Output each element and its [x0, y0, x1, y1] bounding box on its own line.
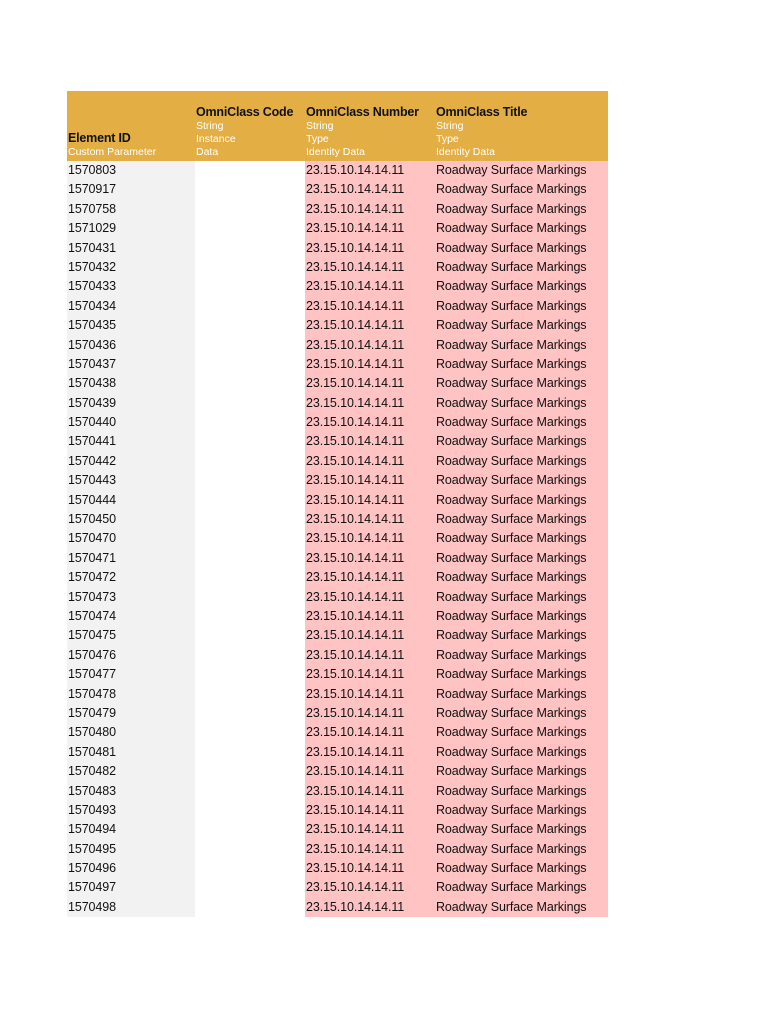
header-param-kind: Type — [436, 133, 459, 145]
element-id-cell[interactable]: 1570437 — [67, 355, 195, 374]
omniclass-number-cell[interactable]: 23.15.10.14.14.11 — [305, 200, 435, 219]
omniclass-title-cell[interactable]: Roadway Surface Markings — [435, 685, 608, 704]
table-row — [67, 762, 608, 781]
element-id-cell[interactable]: 1570441 — [67, 432, 195, 451]
omniclass-code-cell[interactable] — [195, 510, 305, 529]
table-row — [67, 239, 608, 258]
element-id-cell[interactable]: 1570472 — [67, 568, 195, 587]
element-id-cell[interactable]: 1570435 — [67, 316, 195, 335]
element-id-cell[interactable]: 1570917 — [67, 180, 195, 199]
element-id-cell[interactable]: 1570480 — [67, 723, 195, 742]
omniclass-number-cell[interactable]: 23.15.10.14.14.11 — [305, 394, 435, 413]
header-param-group: Identity Data — [436, 146, 495, 158]
header-param-group: Identity Data — [306, 146, 365, 158]
omniclass-number-cell[interactable]: 23.15.10.14.14.11 — [305, 491, 435, 510]
omniclass-number-cell[interactable]: 23.15.10.14.14.11 — [305, 413, 435, 432]
omniclass-title-cell[interactable]: Roadway Surface Markings — [435, 355, 608, 374]
omniclass-number-cell[interactable]: 23.15.10.14.14.11 — [305, 665, 435, 684]
table-header — [67, 91, 608, 161]
element-id-cell[interactable]: 1570495 — [67, 840, 195, 859]
table-row — [67, 820, 608, 839]
omniclass-number-cell[interactable]: 23.15.10.14.14.11 — [305, 277, 435, 296]
table-row — [67, 859, 608, 878]
omniclass-code-cell[interactable] — [195, 491, 305, 510]
element-id-cell[interactable]: 1570440 — [67, 413, 195, 432]
omniclass-title-cell[interactable]: Roadway Surface Markings — [435, 723, 608, 742]
omniclass-title-cell[interactable]: Roadway Surface Markings — [435, 665, 608, 684]
omniclass-code-cell[interactable] — [195, 646, 305, 665]
omniclass-title-cell[interactable]: Roadway Surface Markings — [435, 491, 608, 510]
table-row — [67, 180, 608, 199]
omniclass-number-cell[interactable]: 23.15.10.14.14.11 — [305, 685, 435, 704]
omniclass-code-cell[interactable] — [195, 801, 305, 820]
table-body — [67, 161, 608, 917]
omniclass-title-cell[interactable]: Roadway Surface Markings — [435, 568, 608, 587]
omniclass-code-cell[interactable] — [195, 239, 305, 258]
element-id-cell[interactable]: 1570474 — [67, 607, 195, 626]
omniclass-number-cell[interactable]: 23.15.10.14.14.11 — [305, 840, 435, 859]
omniclass-code-cell[interactable] — [195, 782, 305, 801]
omniclass-number-cell[interactable]: 23.15.10.14.14.11 — [305, 355, 435, 374]
header-title: OmniClass Number — [306, 105, 419, 119]
omniclass-number-cell[interactable]: 23.15.10.14.14.11 — [305, 549, 435, 568]
omniclass-code-cell[interactable] — [195, 820, 305, 839]
omniclass-code-cell[interactable] — [195, 704, 305, 723]
table-row — [67, 685, 608, 704]
omniclass-code-cell[interactable] — [195, 529, 305, 548]
omniclass-title-cell[interactable]: Roadway Surface Markings — [435, 336, 608, 355]
omniclass-number-cell[interactable]: 23.15.10.14.14.11 — [305, 646, 435, 665]
table-row — [67, 529, 608, 548]
omniclass-code-cell[interactable] — [195, 374, 305, 393]
omniclass-code-cell[interactable] — [195, 898, 305, 917]
omniclass-code-cell[interactable] — [195, 607, 305, 626]
omniclass-code-cell[interactable] — [195, 743, 305, 762]
omniclass-code-cell[interactable] — [195, 336, 305, 355]
table-row — [67, 588, 608, 607]
omniclass-number-cell[interactable]: 23.15.10.14.14.11 — [305, 529, 435, 548]
omniclass-number-cell[interactable]: 23.15.10.14.14.11 — [305, 820, 435, 839]
element-id-cell[interactable]: 1570477 — [67, 665, 195, 684]
omniclass-number-cell[interactable]: 23.15.10.14.14.11 — [305, 374, 435, 393]
omniclass-title-cell[interactable]: Roadway Surface Markings — [435, 626, 608, 645]
omniclass-code-cell[interactable] — [195, 432, 305, 451]
omniclass-title-cell[interactable]: Roadway Surface Markings — [435, 316, 608, 335]
omniclass-title-cell[interactable]: Roadway Surface Markings — [435, 413, 608, 432]
table-row — [67, 297, 608, 316]
omniclass-number-cell[interactable]: 23.15.10.14.14.11 — [305, 782, 435, 801]
omniclass-number-cell[interactable]: 23.15.10.14.14.11 — [305, 898, 435, 917]
element-id-cell[interactable]: 1570478 — [67, 685, 195, 704]
omniclass-number-cell[interactable]: 23.15.10.14.14.11 — [305, 723, 435, 742]
element-id-cell[interactable]: 1570470 — [67, 529, 195, 548]
element-id-cell[interactable]: 1570496 — [67, 859, 195, 878]
omniclass-number-cell[interactable]: 23.15.10.14.14.11 — [305, 432, 435, 451]
omniclass-code-cell[interactable] — [195, 200, 305, 219]
table-row — [67, 452, 608, 471]
omniclass-number-cell[interactable]: 23.15.10.14.14.11 — [305, 336, 435, 355]
element-id-cell[interactable]: 1570438 — [67, 374, 195, 393]
table-row — [67, 200, 608, 219]
table-row — [67, 801, 608, 820]
omniclass-title-cell[interactable]: Roadway Surface Markings — [435, 859, 608, 878]
table-row — [67, 277, 608, 296]
omniclass-number-cell[interactable]: 23.15.10.14.14.11 — [305, 471, 435, 490]
table-row — [67, 840, 608, 859]
omniclass-title-cell[interactable]: Roadway Surface Markings — [435, 588, 608, 607]
omniclass-number-cell[interactable]: 23.15.10.14.14.11 — [305, 859, 435, 878]
omniclass-number-cell[interactable]: 23.15.10.14.14.11 — [305, 801, 435, 820]
table-row — [67, 336, 608, 355]
element-id-cell[interactable]: 1570479 — [67, 704, 195, 723]
omniclass-title-cell[interactable]: Roadway Surface Markings — [435, 432, 608, 451]
omniclass-code-cell[interactable] — [195, 723, 305, 742]
element-id-cell[interactable]: 1570473 — [67, 588, 195, 607]
omniclass-title-cell[interactable]: Roadway Surface Markings — [435, 762, 608, 781]
table-row — [67, 568, 608, 587]
omniclass-code-cell[interactable] — [195, 471, 305, 490]
element-id-cell[interactable]: 1570434 — [67, 297, 195, 316]
omniclass-code-cell[interactable] — [195, 316, 305, 335]
element-id-cell[interactable]: 1570471 — [67, 549, 195, 568]
omniclass-title-cell[interactable]: Roadway Surface Markings — [435, 878, 608, 897]
omniclass-title-cell[interactable]: Roadway Surface Markings — [435, 471, 608, 490]
omniclass-number-cell[interactable]: 23.15.10.14.14.11 — [305, 258, 435, 277]
header-element-id[interactable] — [67, 91, 195, 161]
table-row — [67, 413, 608, 432]
omniclass-code-cell[interactable] — [195, 840, 305, 859]
table-row — [67, 491, 608, 510]
omniclass-code-cell[interactable] — [195, 297, 305, 316]
omniclass-title-cell[interactable]: Roadway Surface Markings — [435, 374, 608, 393]
element-id-cell[interactable]: 1570475 — [67, 626, 195, 645]
omniclass-code-cell[interactable] — [195, 355, 305, 374]
table-row — [67, 355, 608, 374]
omniclass-number-cell[interactable]: 23.15.10.14.14.11 — [305, 588, 435, 607]
omniclass-title-cell[interactable]: Roadway Surface Markings — [435, 219, 608, 238]
table-row — [67, 161, 608, 180]
omniclass-title-cell[interactable]: Roadway Surface Markings — [435, 394, 608, 413]
table-row — [67, 665, 608, 684]
table-row — [67, 258, 608, 277]
header-param-type: String — [196, 120, 224, 132]
omniclass-code-cell[interactable] — [195, 394, 305, 413]
table-row — [67, 219, 608, 238]
element-id-cell[interactable]: 1570758 — [67, 200, 195, 219]
table-row — [67, 723, 608, 742]
header-title: OmniClass Title — [436, 105, 528, 119]
header-title: OmniClass Code — [196, 105, 294, 119]
omniclass-title-cell[interactable]: Roadway Surface Markings — [435, 898, 608, 917]
omniclass-title-cell[interactable]: Roadway Surface Markings — [435, 840, 608, 859]
header-title: Element ID — [68, 131, 131, 145]
table-row — [67, 782, 608, 801]
omniclass-code-cell[interactable] — [195, 588, 305, 607]
omniclass-code-cell[interactable] — [195, 549, 305, 568]
element-id-cell[interactable]: 1570493 — [67, 801, 195, 820]
omniclass-code-cell[interactable] — [195, 685, 305, 704]
element-id-cell[interactable]: 1570803 — [67, 161, 195, 180]
omniclass-code-cell[interactable] — [195, 258, 305, 277]
omniclass-code-cell[interactable] — [195, 161, 305, 180]
omniclass-code-cell[interactable] — [195, 665, 305, 684]
omniclass-title-cell[interactable]: Roadway Surface Markings — [435, 529, 608, 548]
header-omniclass-number[interactable] — [305, 91, 435, 161]
header-param-type: String — [436, 120, 464, 132]
element-id-cell[interactable]: 1570482 — [67, 762, 195, 781]
table-row — [67, 432, 608, 451]
table-row — [67, 510, 608, 529]
element-id-cell[interactable]: 1570450 — [67, 510, 195, 529]
table-row — [67, 394, 608, 413]
element-id-cell[interactable]: 1570443 — [67, 471, 195, 490]
omniclass-title-cell[interactable]: Roadway Surface Markings — [435, 200, 608, 219]
header-omniclass-title[interactable] — [435, 91, 608, 161]
table-row — [67, 471, 608, 490]
omniclass-number-cell[interactable]: 23.15.10.14.14.11 — [305, 704, 435, 723]
element-id-cell[interactable]: 1570436 — [67, 336, 195, 355]
omniclass-title-cell[interactable]: Roadway Surface Markings — [435, 704, 608, 723]
header-param-group: Data — [196, 146, 219, 158]
omniclass-title-cell[interactable]: Roadway Surface Markings — [435, 549, 608, 568]
omniclass-title-cell[interactable]: Roadway Surface Markings — [435, 607, 608, 626]
omniclass-title-cell[interactable]: Roadway Surface Markings — [435, 743, 608, 762]
table-row — [67, 374, 608, 393]
omniclass-code-cell[interactable] — [195, 413, 305, 432]
element-id-cell[interactable]: 1570439 — [67, 394, 195, 413]
omniclass-title-cell[interactable]: Roadway Surface Markings — [435, 161, 608, 180]
header-param-kind: Type — [306, 133, 329, 145]
omniclass-number-cell[interactable]: 23.15.10.14.14.11 — [305, 510, 435, 529]
omniclass-title-cell[interactable]: Roadway Surface Markings — [435, 646, 608, 665]
element-id-cell[interactable]: 1570431 — [67, 239, 195, 258]
omniclass-title-cell[interactable]: Roadway Surface Markings — [435, 239, 608, 258]
omniclass-code-cell[interactable] — [195, 859, 305, 878]
omniclass-title-cell[interactable]: Roadway Surface Markings — [435, 277, 608, 296]
omniclass-number-cell[interactable]: 23.15.10.14.14.11 — [305, 626, 435, 645]
omniclass-title-cell[interactable]: Roadway Surface Markings — [435, 180, 608, 199]
element-id-cell[interactable]: 1570444 — [67, 491, 195, 510]
element-id-cell[interactable]: 1570481 — [67, 743, 195, 762]
table-row — [67, 878, 608, 897]
omniclass-number-cell[interactable]: 23.15.10.14.14.11 — [305, 607, 435, 626]
table-row — [67, 898, 608, 917]
table-row — [67, 704, 608, 723]
omniclass-code-cell[interactable] — [195, 219, 305, 238]
omniclass-title-cell[interactable]: Roadway Surface Markings — [435, 801, 608, 820]
omniclass-code-cell[interactable] — [195, 452, 305, 471]
table-row — [67, 316, 608, 335]
element-id-cell[interactable]: 1571029 — [67, 219, 195, 238]
header-param-type: String — [306, 120, 334, 132]
omniclass-code-cell[interactable] — [195, 180, 305, 199]
omniclass-title-cell[interactable]: Roadway Surface Markings — [435, 820, 608, 839]
header-subtitle: Custom Parameter — [68, 146, 157, 158]
element-id-cell[interactable]: 1570498 — [67, 898, 195, 917]
omniclass-number-cell[interactable]: 23.15.10.14.14.11 — [305, 239, 435, 258]
omniclass-number-cell[interactable]: 23.15.10.14.14.11 — [305, 743, 435, 762]
omniclass-title-cell[interactable]: Roadway Surface Markings — [435, 510, 608, 529]
omniclass-title-cell[interactable]: Roadway Surface Markings — [435, 258, 608, 277]
omniclass-number-cell[interactable]: 23.15.10.14.14.11 — [305, 297, 435, 316]
schedule-table — [67, 91, 608, 917]
omniclass-number-cell[interactable]: 23.15.10.14.14.11 — [305, 161, 435, 180]
table-row — [67, 549, 608, 568]
table-row — [67, 607, 608, 626]
omniclass-number-cell[interactable]: 23.15.10.14.14.11 — [305, 568, 435, 587]
omniclass-code-cell[interactable] — [195, 626, 305, 645]
omniclass-number-cell[interactable]: 23.15.10.14.14.11 — [305, 452, 435, 471]
omniclass-code-cell[interactable] — [195, 762, 305, 781]
element-id-cell[interactable]: 1570476 — [67, 646, 195, 665]
omniclass-number-cell[interactable]: 23.15.10.14.14.11 — [305, 219, 435, 238]
omniclass-number-cell[interactable]: 23.15.10.14.14.11 — [305, 316, 435, 335]
omniclass-number-cell[interactable]: 23.15.10.14.14.11 — [305, 762, 435, 781]
element-id-cell[interactable]: 1570494 — [67, 820, 195, 839]
omniclass-title-cell[interactable]: Roadway Surface Markings — [435, 782, 608, 801]
omniclass-title-cell[interactable]: Roadway Surface Markings — [435, 452, 608, 471]
element-id-cell[interactable]: 1570432 — [67, 258, 195, 277]
table-row — [67, 626, 608, 645]
header-omniclass-code[interactable] — [195, 91, 305, 161]
element-id-cell[interactable]: 1570483 — [67, 782, 195, 801]
header-param-kind: Instance — [196, 133, 236, 145]
omniclass-code-cell[interactable] — [195, 568, 305, 587]
table-row — [67, 743, 608, 762]
element-id-cell[interactable]: 1570497 — [67, 878, 195, 897]
element-id-cell[interactable]: 1570433 — [67, 277, 195, 296]
omniclass-number-cell[interactable]: 23.15.10.14.14.11 — [305, 878, 435, 897]
omniclass-code-cell[interactable] — [195, 277, 305, 296]
table-row — [67, 646, 608, 665]
omniclass-code-cell[interactable] — [195, 878, 305, 897]
omniclass-number-cell[interactable]: 23.15.10.14.14.11 — [305, 180, 435, 199]
omniclass-title-cell[interactable]: Roadway Surface Markings — [435, 297, 608, 316]
element-id-cell[interactable]: 1570442 — [67, 452, 195, 471]
